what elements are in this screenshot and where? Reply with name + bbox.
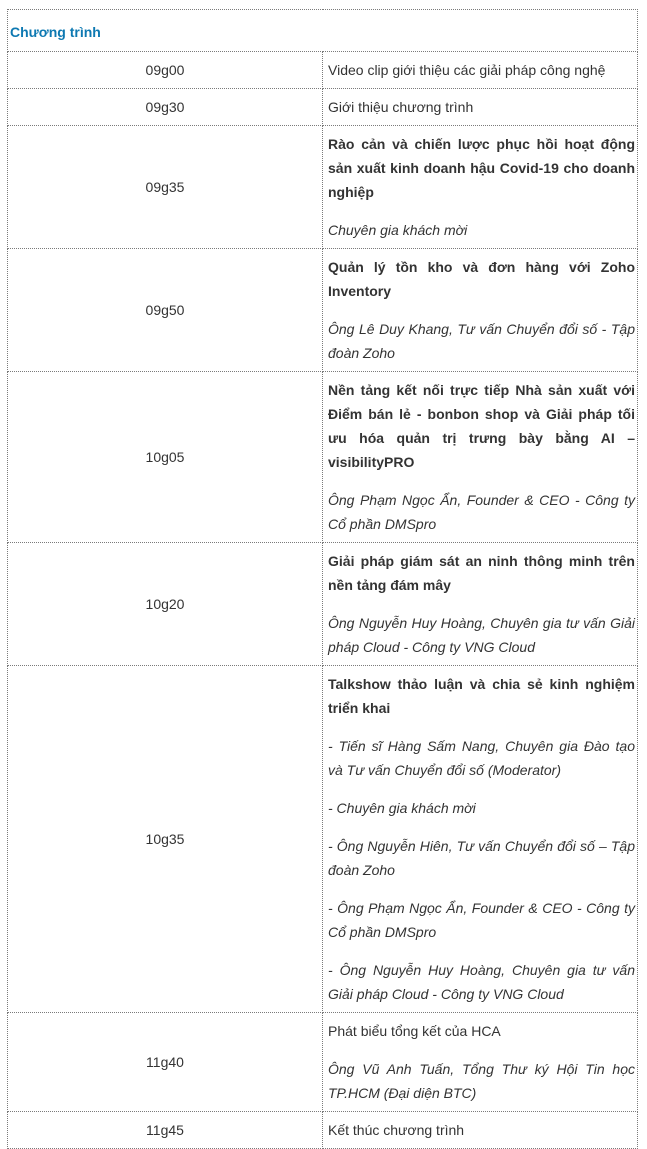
schedule-row xyxy=(8,52,638,89)
session-speaker: - Tiến sĩ Hàng Sấm Nang, Chuyên gia Đào tạo và Tư vấn Chuyển đổi số (Moderator) xyxy=(328,738,635,778)
session-speaker: Chuyên gia khách mời xyxy=(328,222,468,238)
session-title: Phát biểu tổng kết của HCA xyxy=(328,1023,501,1039)
time-cell: 09g30 xyxy=(8,89,323,126)
session-cell xyxy=(323,1112,638,1149)
time-cell: 09g50 xyxy=(8,249,323,372)
session-title: Talkshow thảo luận và chia sẻ kinh nghiệm triển khai xyxy=(328,676,635,716)
session-title: Nền tảng kết nối trực tiếp Nhà sản xuất với Điểm bán lẻ - bonbon shop và Giải pháp tối ưu hóa quản trị trưng bày bằng AI – visibilityPRO xyxy=(328,382,635,470)
session-cell xyxy=(323,543,638,666)
time-cell: 10g05 xyxy=(8,372,323,543)
session-speaker: Ông Lê Duy Khang, Tư vấn Chuyển đổi số - Tập đoàn Zoho xyxy=(328,321,635,361)
session-speaker: Ông Nguyễn Huy Hoàng, Chuyên gia tư vấn Giải pháp Cloud - Công ty VNG Cloud xyxy=(328,615,635,655)
session-cell xyxy=(323,1013,638,1112)
session-title: Giới thiệu chương trình xyxy=(328,99,474,115)
session-title: Kết thúc chương trình xyxy=(328,1122,465,1138)
schedule-row xyxy=(8,89,638,126)
session-cell xyxy=(323,126,638,249)
schedule-table xyxy=(7,9,638,1149)
session-title: Giải pháp giám sát an ninh thông minh trên nền tảng đám mây xyxy=(328,553,635,593)
session-speaker: Ông Phạm Ngọc Ẩn, Founder & CEO - Công ty Cổ phần DMSpro xyxy=(328,492,635,532)
session-title: Video clip giới thiệu các giải pháp công nghệ xyxy=(328,62,606,78)
time-cell: 09g35 xyxy=(8,126,323,249)
header-cell xyxy=(8,10,638,52)
session-cell xyxy=(323,52,638,89)
schedule-row xyxy=(8,126,638,249)
time-cell: 11g40 xyxy=(8,1013,323,1112)
session-cell xyxy=(323,372,638,543)
schedule-body xyxy=(8,10,638,1149)
session-speaker: - Ông Nguyễn Hiên, Tư vấn Chuyển đổi số – Tập đoàn Zoho xyxy=(328,838,635,878)
time-cell: 11g45 xyxy=(8,1112,323,1149)
session-speaker: - Chuyên gia khách mời xyxy=(328,800,476,816)
session-speaker: Ông Vũ Anh Tuấn, Tổng Thư ký Hội Tin học TP.HCM (Đại diện BTC) xyxy=(328,1061,635,1101)
session-cell xyxy=(323,666,638,1013)
schedule-row xyxy=(8,543,638,666)
session-title: Rào cản và chiến lược phục hồi hoạt động sản xuất kinh doanh hậu Covid-19 cho doanh nghiệp xyxy=(328,136,635,200)
session-title: Quản lý tồn kho và đơn hàng với Zoho Inventory xyxy=(328,259,635,299)
schedule-row xyxy=(8,1112,638,1149)
session-speaker: - Ông Phạm Ngọc Ẩn, Founder & CEO - Công ty Cổ phần DMSpro xyxy=(328,900,635,940)
session-speaker: - Ông Nguyễn Huy Hoàng, Chuyên gia tư vấn Giải pháp Cloud - Công ty VNG Cloud xyxy=(328,962,635,1002)
time-cell: 10g20 xyxy=(8,543,323,666)
time-cell: 09g00 xyxy=(8,52,323,89)
schedule-row xyxy=(8,666,638,1013)
schedule-row xyxy=(8,372,638,543)
time-cell: 10g35 xyxy=(8,666,323,1013)
schedule-row xyxy=(8,249,638,372)
schedule-row xyxy=(8,1013,638,1112)
header-row xyxy=(8,10,638,52)
session-cell xyxy=(323,89,638,126)
schedule-header: Chương trình xyxy=(10,24,101,40)
session-cell xyxy=(323,249,638,372)
